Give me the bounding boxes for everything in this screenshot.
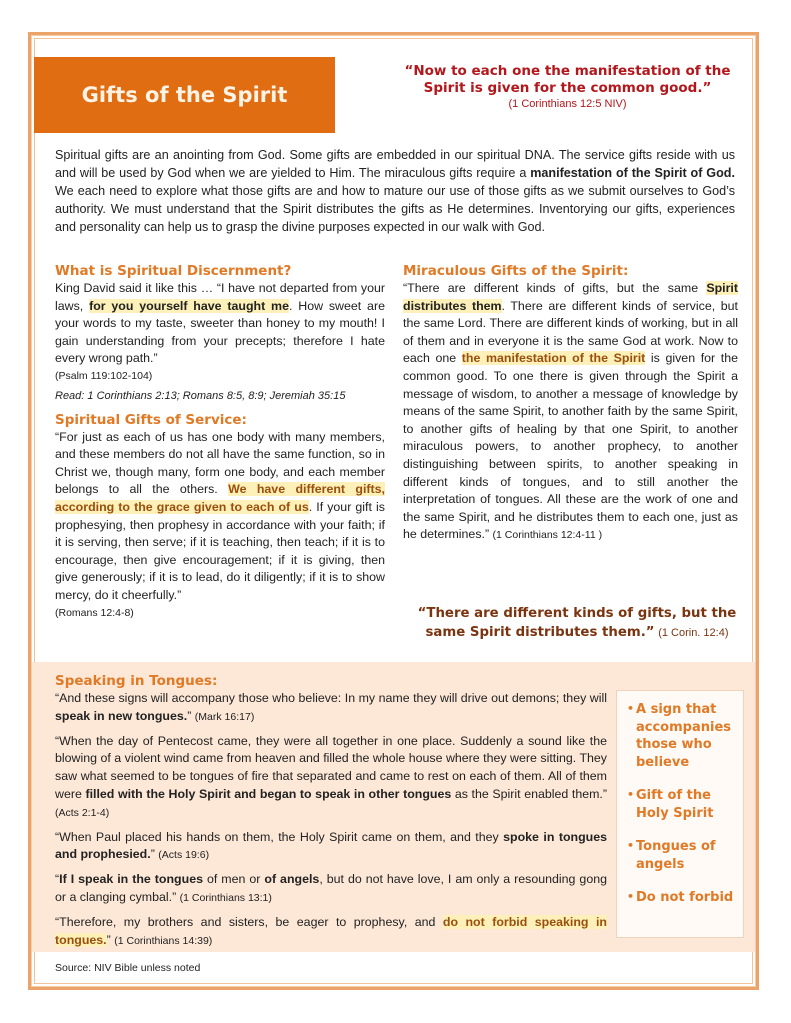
discernment-ref: (Psalm 119:102-104) <box>55 369 153 382</box>
tongues-p2-ref: (Acts 2:1-4) <box>55 806 110 819</box>
intro-text-2: We each need to explore what those gifts are and how to mature our use of those gifts as we submit ourselves to God’s authority. We must understand that the Spirit distributes the gifts as He determines. Inventorying our gifts, experiences and personality can help us to grasp the divine purposes expected in our walk with God. <box>55 184 735 234</box>
tongues-p1-text: “And these signs will accompany those who believe: In my name they will drive out demons; they will <box>55 691 607 705</box>
tongues-text <box>55 672 607 956</box>
header-quote <box>395 63 740 112</box>
discernment-text <box>55 280 385 368</box>
title-banner <box>34 57 335 133</box>
tongues-p1 <box>55 690 607 727</box>
tongues-heading: Speaking in Tongues: <box>55 673 218 689</box>
tongues-p2-bold: filled with the Holy Spirit and began to speak in other tongues <box>85 786 452 801</box>
tongues-p4 <box>55 871 607 908</box>
pull-quote-text: “There are different kinds of gifts, but the same Spirit distributes them.” <box>417 606 737 640</box>
tongues-p4-bold-2: of angels <box>264 872 320 887</box>
miraculous-highlight-2: the manifestation of the Spirit <box>461 351 646 366</box>
discernment-text-2: . How sweet are your words to my taste, sweeter than honey to my mouth! I gain understanding from your precepts; therefore I hate every wrong path.” <box>55 298 385 366</box>
summary-item: • Gift of the Holy Spirit <box>627 787 737 822</box>
tongues-p4-ref: (1 Corinthians 13:1) <box>179 891 272 904</box>
miraculous-text-1: “There are different kinds of gifts, but the same <box>403 281 707 295</box>
source-note: Source: NIV Bible unless noted <box>55 962 201 974</box>
summary-item: • Tongues of angels <box>627 838 737 873</box>
right-column <box>403 262 738 545</box>
service-text-1: “For just as each of us has one body with many members, and these members do not all have the same function, so in Christ we, though many, form one body, and each member belongs to all the others. <box>55 429 385 497</box>
miraculous-heading: Miraculous Gifts of the Spirit: <box>403 263 629 279</box>
service-highlight: We have different gifts, according to the grace given to each of us <box>55 482 385 514</box>
summary-list <box>617 691 743 907</box>
service-heading: Spiritual Gifts of Service: <box>55 411 247 428</box>
tongues-p5-text: “Therefore, my brothers and sisters, be eager to prophesy, and <box>55 914 443 929</box>
discernment-read: Read: 1 Corinthians 2:13; Romans 8:5, 8:9; Jeremiah 35:15 <box>55 389 346 402</box>
miraculous-text-2: . There are different kinds of service, but the same Lord. There are different kinds of working, but in all of them and in everyone it is the same God at work. Now to each one <box>403 298 738 366</box>
discernment-heading: What is Spiritual Discernment? <box>55 263 292 279</box>
tongues-p5-close: ” <box>106 932 111 947</box>
discernment-highlight: for you yourself have taught me <box>89 298 289 313</box>
service-text <box>55 429 385 605</box>
discernment-text-1: King David said it like this … “I have not departed from your laws, <box>55 281 385 313</box>
intro-bold: manifestation of the Spirit of God. <box>530 166 735 180</box>
pull-quote <box>412 604 742 642</box>
intro-paragraph <box>55 146 735 236</box>
summary-item: • Do not forbid <box>627 889 737 907</box>
tongues-p1-ref: (Mark 16:17) <box>194 710 255 723</box>
tongues-p1-close: ” <box>187 708 192 723</box>
miraculous-ref: (1 Corinthians 12:4-11 ) <box>492 529 603 542</box>
tongues-p2 <box>55 733 607 823</box>
left-column <box>55 262 385 622</box>
tongues-p1-bold: speak in new tongues. <box>55 708 188 723</box>
header-quote-text: “Now to each one the manifestation of the Spirit is given for the common good.” <box>404 63 731 96</box>
intro-text-1: Spiritual gifts are an anointing from God. Some gifts are embedded in our spiritual DNA. The service gifts reside with us and will be used by God when we are yielded to Him. The miraculous gifts require a <box>55 148 735 180</box>
tongues-p4-text-1: of men or <box>202 872 265 887</box>
tongues-p4-open: “ <box>55 872 60 887</box>
pull-quote-ref: (1 Corin. 12:4) <box>658 627 729 639</box>
tongues-p3 <box>55 829 607 866</box>
miraculous-text <box>403 280 738 545</box>
miraculous-text-3: is given for the common good. To one there is given through the Spirit a message of wisdom, to another a message of knowledge by means of the same Spirit, to another faith by the same Spirit, to another gifts of healing by that one Spirit, to another miraculous powers, to another prophecy, to another distinguishing between spirits, to another speaking in different kinds of tongues, and to still another the interpretation of tongues. All these are the work of one and the same Spirit, and he distributes them to each one, just as he determines.” <box>403 351 738 542</box>
header-quote-ref: (1 Corinthians 12:5 NIV) <box>508 98 627 110</box>
service-ref: (Romans 12:4-8) <box>55 606 134 619</box>
tongues-p3-ref: (Acts 19:6) <box>158 849 210 862</box>
page-title: Gifts of the Spirit <box>81 83 288 107</box>
tongues-summary-box <box>616 690 744 938</box>
tongues-p4-bold-1: If I speak in the tongues <box>59 872 203 887</box>
tongues-p3-close: ” <box>150 847 155 862</box>
tongues-p2-close: as the Spirit enabled them.” <box>451 786 607 801</box>
tongues-p3-bold: spoke in tongues and prophesied. <box>55 829 608 862</box>
miraculous-highlight-1: Spirit distributes them <box>403 281 738 313</box>
tongues-p5-ref: (1 Corinthians 14:39) <box>114 934 213 947</box>
service-text-2: . If your gift is prophesying, then prophesy in accordance with your faith; if it is serving, then serve; if it is teaching, then teach; if it is to encourage, then give encouragement; if it is giving, then give generously; if it is to lead, do it diligently; if it is to show mercy, do it cheerfully.” <box>55 499 385 602</box>
tongues-p3-text: “When Paul placed his hands on them, the Holy Spirit came on them, and they <box>55 829 504 844</box>
tongues-p2-text: “When the day of Pentecost came, they were all together in one place. Suddenly a sound like the blowing of a violent wind came from heaven and filled the whole house where they were sitting. They saw what seemed to be tongues of fire that separated and came to rest on each of them. All of them were <box>55 733 607 801</box>
tongues-p4-text-2: , but do not have love, I am only a resounding gong or a clanging cymbal.” <box>55 872 607 904</box>
tongues-p5 <box>55 914 607 951</box>
summary-item: • A sign that accompanies those who believe <box>627 701 737 771</box>
tongues-p5-highlight: do not forbid speaking in tongues. <box>55 914 607 947</box>
